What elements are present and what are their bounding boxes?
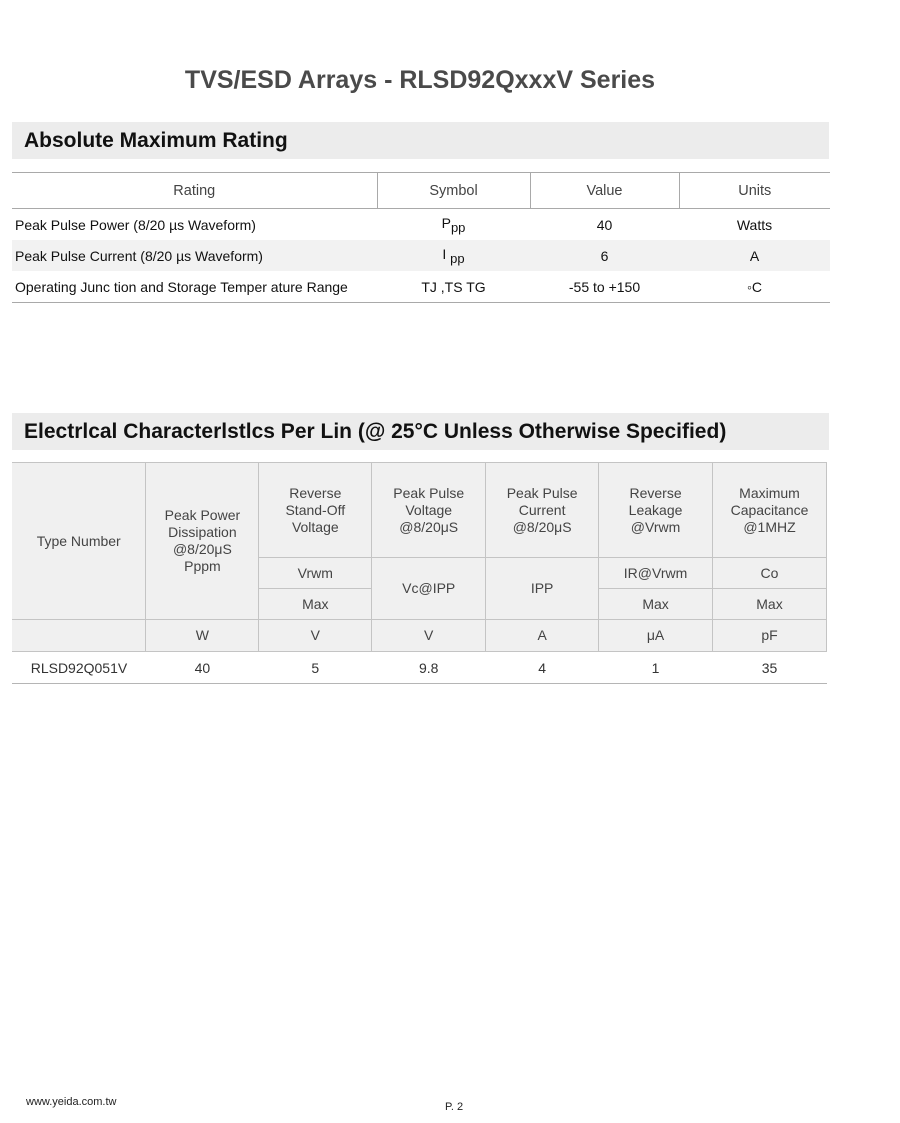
units-cell: ◦C (679, 271, 830, 303)
table-row (12, 652, 827, 684)
value-cell: 40 (596, 216, 613, 233)
header-line: Pppm (184, 558, 221, 574)
column-header-symbol: Symbol (377, 173, 530, 209)
header-line: Dissipation (168, 524, 237, 540)
absolute-maximum-rating-table (12, 172, 830, 303)
header-line: @8/20μS (172, 541, 232, 557)
header-line: @8/20μS (399, 519, 459, 535)
symbol-cell (377, 240, 530, 271)
header-line: Leakage (628, 502, 683, 518)
table-row (12, 240, 830, 271)
subheader-ipp: IPP (486, 558, 599, 620)
symbol-main: P (441, 214, 451, 231)
table-row (12, 209, 830, 241)
unit-cell: pF (713, 620, 827, 652)
subheader-vc: Vc@IPP (372, 558, 486, 620)
column-header-rating: Rating (12, 173, 377, 209)
column-header-value: Value (530, 173, 679, 209)
header-line: @8/20μS (512, 519, 572, 535)
header-line: Stand-Off (285, 502, 346, 518)
header-line: Peak Pulse (393, 485, 465, 501)
header-line: Maximum (739, 485, 800, 501)
header-line: Capacitance (730, 502, 809, 518)
table-units-row (12, 620, 827, 652)
value-cell: 40 (146, 652, 259, 684)
header-reverse-leakage (599, 463, 713, 558)
max-label-vrwm: Max (259, 589, 372, 620)
footer-page-number: P. 2 (445, 1101, 464, 1113)
unit-cell: V (372, 620, 486, 652)
header-line: Voltage (291, 519, 339, 535)
header-line: Reverse (289, 485, 342, 501)
value-cell: -55 to +150 (530, 271, 679, 303)
header-line: Reverse (629, 485, 682, 501)
header-peak-power-dissipation (146, 463, 259, 620)
max-label-ir: Max (599, 589, 713, 620)
symbol-cell: TJ ,TS TG (377, 271, 530, 303)
header-line: Peak Pulse (506, 485, 578, 501)
column-header-units: Units (679, 173, 830, 209)
value-cell: 5 (259, 652, 372, 684)
table-row (12, 271, 830, 303)
header-maximum-capacitance (713, 463, 827, 558)
header-line: @Vrwm (630, 519, 681, 535)
symbol-cell (377, 209, 530, 241)
symbol-subscript: pp (450, 250, 465, 266)
unit-cell: μA (599, 620, 713, 652)
header-line: Current (518, 502, 566, 518)
header-peak-pulse-current (486, 463, 599, 558)
header-peak-pulse-voltage (372, 463, 486, 558)
units-empty-cell (12, 620, 146, 652)
header-line: Peak Power (164, 507, 241, 523)
subheader-ir: IR@Vrwm (599, 558, 713, 589)
value-cell: 6 (530, 240, 679, 271)
units-cell: A (679, 240, 830, 271)
max-label-co: Max (713, 589, 827, 620)
type-number-cell: RLSD92Q051V (12, 652, 146, 684)
document-title: TVS/ESD Arrays - RLSD92QxxxV Series (184, 66, 656, 94)
symbol-main: I (442, 245, 447, 262)
electrical-characteristics-table (12, 462, 827, 684)
subheader-vrwm: Vrwm (259, 558, 372, 589)
section-heading-absolute-maximum-rating: Absolute Maximum Rating (12, 122, 829, 159)
rating-cell: Operating Junc tion and Storage Temper ature Range (12, 271, 377, 303)
header-type-number: Type Number (12, 463, 146, 620)
value-cell: 1 (599, 652, 713, 684)
value-cell: 9.8 (372, 652, 486, 684)
unit-cell: W (146, 620, 259, 652)
header-line: Voltage (405, 502, 453, 518)
header-reverse-standoff-voltage (259, 463, 372, 558)
unit-cell: V (259, 620, 372, 652)
rating-cell: Peak Pulse Current (8/20 µs Waveform) (12, 240, 377, 271)
value-cell: 35 (713, 652, 827, 684)
subheader-co: Co (713, 558, 827, 589)
table-header-row (12, 463, 827, 558)
symbol-subscript: pp (450, 219, 466, 235)
value-cell: 4 (486, 652, 599, 684)
table-header-row (12, 173, 830, 209)
section-heading-electrical-characteristics: Electrlcal Characterlstlcs Per Lin (@ 25°C Unless Otherwise Specified) (12, 413, 829, 450)
rating-cell: Peak Pulse Power (8/20 µs Waveform) (15, 216, 256, 233)
unit-cell: A (486, 620, 599, 652)
units-cell: Watts (736, 216, 773, 233)
header-line: @1MHZ (743, 519, 796, 535)
footer-website: www.yeida.com.tw (26, 1096, 117, 1108)
